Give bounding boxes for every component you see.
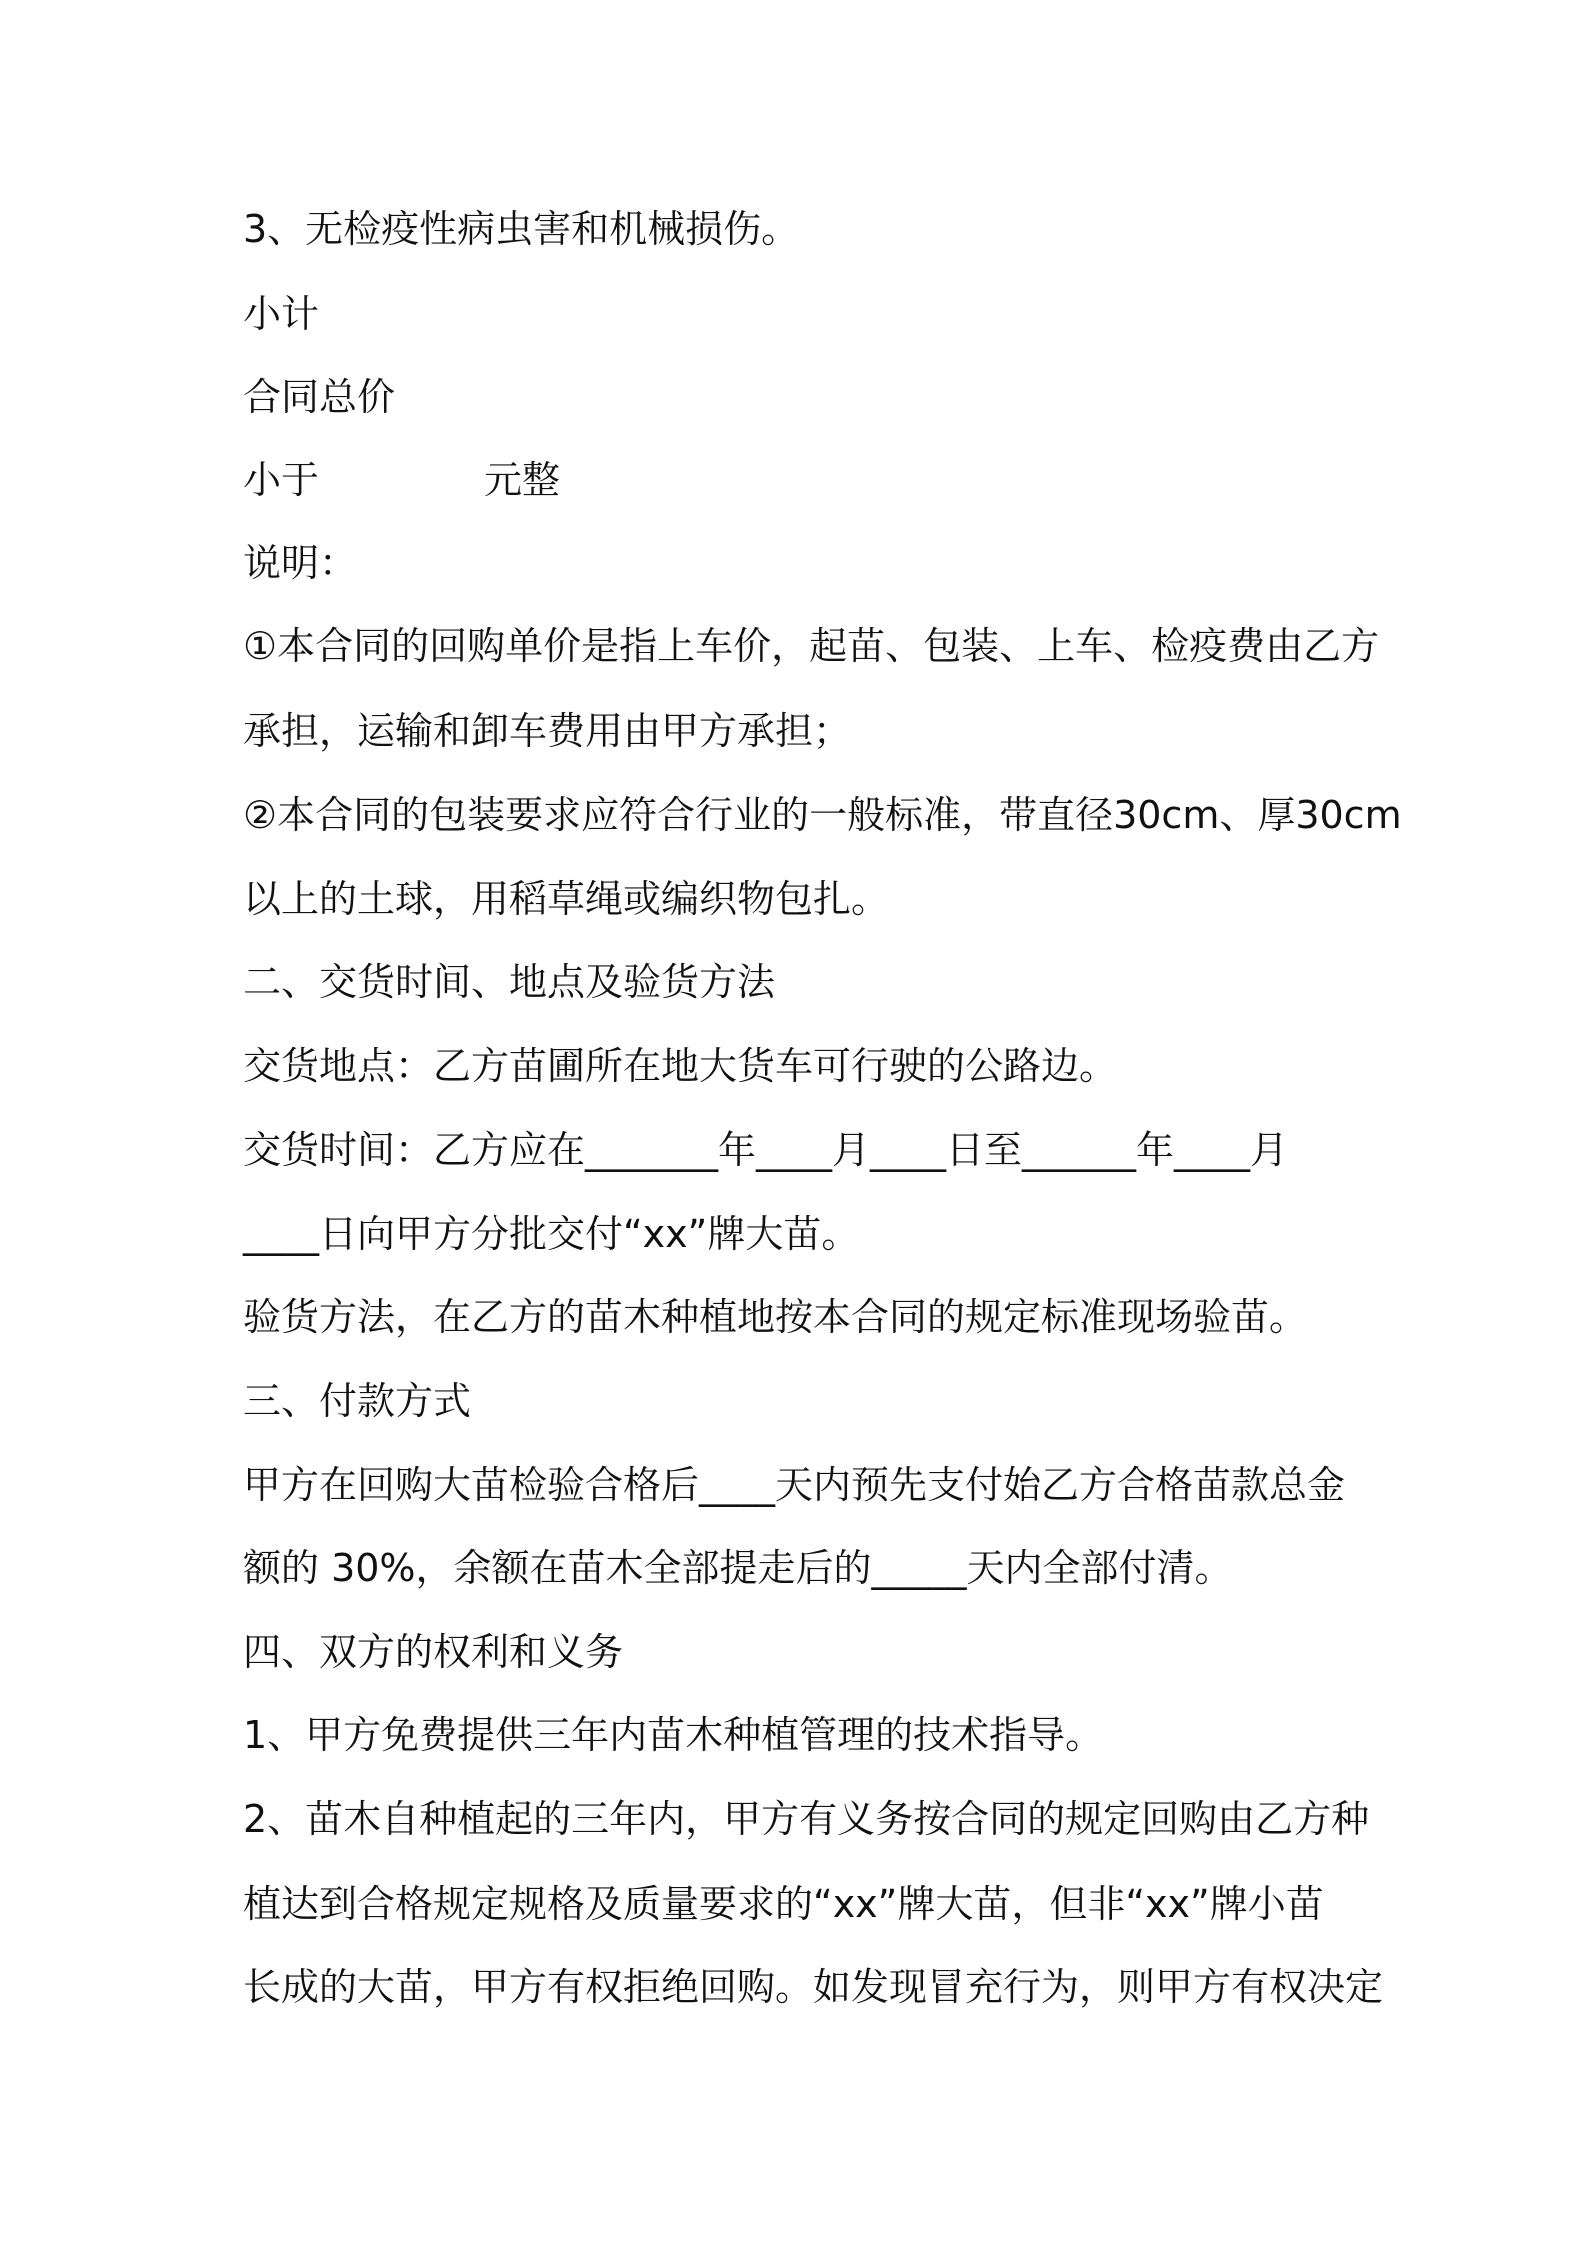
note-1-line-2: 承担，运输和卸车费用由甲方承担；	[243, 709, 852, 753]
note-2-line-2: 以上的土球，用稻草绳或编织物包扎。	[243, 877, 890, 921]
note-2-line-1: ②本合同的包装要求应符合行业的一般标准，带直径30cm、厚30cm	[243, 793, 1402, 837]
amount-prefix: 小于	[243, 458, 320, 502]
subtotal-label: 小计	[243, 292, 320, 336]
rights-item-2-line-3: 长成的大苗，甲方有权拒绝回购。如发现冒充行为，则甲方有权决定	[243, 1965, 1384, 2009]
section-4-heading: 四、双方的权利和义务	[243, 1630, 624, 1674]
delivery-location: 交货地点：乙方苗圃所在地大货车可行驶的公路边。	[243, 1044, 1118, 1088]
section-3-heading: 三、付款方式	[243, 1379, 472, 1423]
notes-heading: 说明：	[243, 541, 358, 585]
contract-total-label: 合同总价	[243, 375, 396, 419]
delivery-time-line-2: ____日向甲方分批交付“xx”牌大苗。	[243, 1212, 860, 1256]
amount-suffix: 元整	[484, 458, 561, 502]
section-2-heading: 二、交货时间、地点及验货方法	[243, 960, 776, 1004]
amount-in-words-row	[243, 458, 561, 502]
inspection-method: 验货方法，在乙方的苗木种植地按本合同的规定标准现场验苗。	[243, 1295, 1308, 1339]
item-3-no-quarantine-pests: 3、无检疫性病虫害和机械损伤。	[243, 207, 800, 251]
rights-item-1: 1、甲方免费提供三年内苗木种植管理的技术指导。	[243, 1713, 1104, 1757]
delivery-time-line-1: 交货时间：乙方应在_______年____月____日至______年____月	[243, 1128, 1289, 1172]
note-1-line-1: ①本合同的回购单价是指上车价，起苗、包装、上车、检疫费由乙方	[243, 624, 1380, 668]
payment-line-2: 额的 30%，余额在苗木全部提走后的_____天内全部付清。	[243, 1546, 1233, 1590]
payment-line-1: 甲方在回购大苗检验合格后____天内预先支付始乙方合格苗款总金	[243, 1463, 1346, 1507]
rights-item-2-line-1: 2、苗木自种植起的三年内，甲方有义务按合同的规定回购由乙方种	[243, 1797, 1370, 1841]
rights-item-2-line-2: 植达到合格规定规格及质量要求的“xx”牌大苗，但非“xx”牌小苗	[243, 1882, 1324, 1926]
